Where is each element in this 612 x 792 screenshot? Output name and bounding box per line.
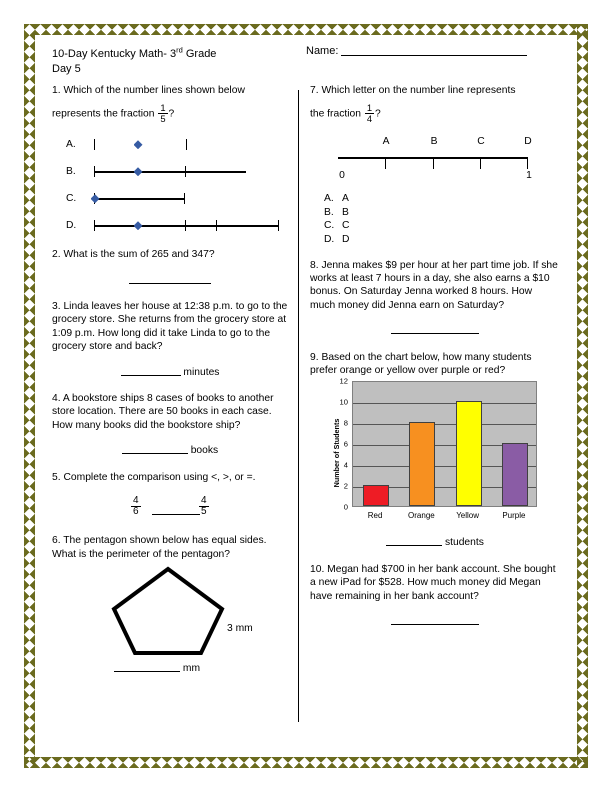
option-c-numberline xyxy=(94,186,289,213)
border-left xyxy=(24,24,35,768)
question-5 xyxy=(52,471,288,524)
question-8 xyxy=(310,259,560,338)
chart-x-tick-label: Red xyxy=(367,511,383,521)
page-title xyxy=(52,42,216,77)
option-c-row[interactable] xyxy=(52,186,288,213)
chart-y-axis-title: Number of Students xyxy=(332,419,341,488)
worksheet-header xyxy=(44,42,568,84)
question-10-answer xyxy=(310,614,560,628)
fraction-one-fifth: $\frac{1}{5}$ xyxy=(160,102,166,124)
question-6-unit: mm xyxy=(182,662,201,674)
question-5-comparison xyxy=(52,494,288,524)
question-9 xyxy=(310,351,560,550)
chart-gridline xyxy=(353,424,536,425)
tick xyxy=(94,166,95,177)
option-a-row[interactable] xyxy=(52,132,288,159)
tick xyxy=(94,139,95,150)
question-9-text: 9. Based on the chart below, how many students prefer orange or yellow over purple or red? xyxy=(310,351,532,377)
numberline-axis xyxy=(94,198,185,199)
tick-c xyxy=(480,157,481,169)
choice-d[interactable]: D. D xyxy=(324,234,350,245)
question-7 xyxy=(310,84,560,247)
tick xyxy=(185,166,186,177)
fraction-left: $\frac{4}{6}$ xyxy=(133,495,139,518)
name-label: Name: xyxy=(306,45,339,57)
question-4 xyxy=(52,392,288,458)
fraction-one-fourth: $\frac{1}{4}$ xyxy=(366,102,373,124)
chart-bar xyxy=(363,485,389,506)
question-10-text: 10. Megan had $700 in her bank account. She bought a new iPad for $528. How much money did Megan have remaining in her bank account? xyxy=(310,563,556,602)
numberline-axis xyxy=(94,171,246,172)
border-right xyxy=(577,24,588,768)
choice-b[interactable]: B. B xyxy=(324,206,349,218)
question-7-line-1: 7. Which letter on the number line represents xyxy=(310,85,516,96)
chart-x-axis xyxy=(352,509,537,525)
numberline-letter-b: B xyxy=(430,136,438,148)
question-8-answer xyxy=(310,323,560,337)
question-5-text: 5. Complete the comparison using <, >, or =. xyxy=(52,471,256,483)
border-bottom xyxy=(24,757,588,768)
question-4-unit: books xyxy=(190,445,219,457)
answer-blank[interactable] xyxy=(122,443,188,454)
tick xyxy=(278,220,279,231)
question-1-options xyxy=(52,132,288,240)
chart-y-tick-label: 4 xyxy=(343,460,348,470)
column-divider xyxy=(298,90,299,722)
answer-blank[interactable] xyxy=(386,535,442,546)
option-b-numberline xyxy=(94,159,289,186)
question-7-numberline xyxy=(310,131,560,189)
numberline-marker xyxy=(134,221,143,230)
tick xyxy=(184,193,185,204)
option-a-label: A. xyxy=(66,139,76,151)
chart-bar xyxy=(456,401,482,506)
tick xyxy=(216,220,217,231)
question-9-unit: students xyxy=(444,537,484,549)
chart-gridline xyxy=(353,403,536,404)
question-3 xyxy=(52,300,288,379)
question-3-unit: minutes xyxy=(183,366,220,378)
tick-a xyxy=(385,157,386,169)
name-field-row xyxy=(306,44,527,57)
question-4-answer xyxy=(52,443,288,457)
numberline-marker xyxy=(134,167,143,176)
left-column xyxy=(52,84,288,679)
numberline-start-label: 0 xyxy=(339,170,345,182)
question-9-answer xyxy=(310,535,560,549)
option-d-label: D. xyxy=(66,220,77,232)
right-column xyxy=(310,84,560,641)
tick-b xyxy=(433,157,434,169)
tick xyxy=(186,139,187,150)
numberline-letter-d: D xyxy=(524,136,532,148)
chart-bar xyxy=(409,422,435,506)
numberline-letter-a: A xyxy=(382,136,390,148)
pentagon-shape xyxy=(110,565,226,657)
question-2-text: 2. What is the sum of 265 and 347? xyxy=(52,249,215,261)
question-3-answer xyxy=(52,365,288,379)
chart-x-tick-label: Orange xyxy=(408,511,435,521)
question-10 xyxy=(310,563,560,629)
option-b-label: B. xyxy=(66,166,76,178)
tick-d xyxy=(527,157,528,169)
bar-chart xyxy=(324,376,542,529)
option-c-label: C. xyxy=(66,193,77,205)
ordinal-suffix: rd xyxy=(176,45,183,54)
choice-a[interactable]: A. A xyxy=(324,193,349,205)
questions-area xyxy=(44,84,568,734)
choice-c[interactable]: C. C xyxy=(324,220,350,232)
pentagon-side-label: 3 mm xyxy=(227,622,253,634)
answer-blank[interactable] xyxy=(391,614,479,625)
numberline-axis xyxy=(94,225,279,226)
border-top xyxy=(24,24,588,35)
numberline-letter-c: C xyxy=(477,136,485,148)
chart-x-tick-label: Yellow xyxy=(456,511,480,521)
chart-y-tick-label: 10 xyxy=(339,397,348,407)
question-7-line-2: the fraction $\frac{1}{4}$ ? xyxy=(310,102,381,124)
chart-x-tick-label: Purple xyxy=(502,511,526,521)
title-line-1: 10-Day Kentucky Math- 3rd Grade xyxy=(52,45,217,60)
fraction-right: $\frac{4}{5}$ xyxy=(201,495,207,518)
tick xyxy=(185,220,186,231)
question-1-line-1: 1. Which of the number lines shown below xyxy=(52,85,245,96)
chart-y-tick-label: 6 xyxy=(343,439,348,449)
numberline-marker xyxy=(134,140,143,149)
answer-blank[interactable] xyxy=(121,365,181,376)
question-2-answer xyxy=(52,273,288,287)
question-6 xyxy=(52,534,288,677)
question-1 xyxy=(52,84,288,240)
numberline-end-label: 1 xyxy=(526,170,532,182)
tick xyxy=(94,220,95,231)
chart-y-tick-label: 2 xyxy=(343,481,348,491)
chart-y-tick-label: 0 xyxy=(343,502,348,512)
question-7-choices xyxy=(324,192,560,246)
question-2 xyxy=(52,248,288,287)
option-d-numberline xyxy=(94,213,289,240)
chart-bar xyxy=(502,443,528,506)
chart-y-axis xyxy=(328,376,348,512)
chart-plot-area xyxy=(352,381,537,507)
question-4-text: 4. A bookstore ships 8 cases of books to another store location. There are 50 books in each case. How many books did the bookstore ship? xyxy=(52,393,274,431)
comparison-blank[interactable] xyxy=(152,514,200,515)
option-b-row[interactable] xyxy=(52,159,288,186)
question-6-figure xyxy=(52,565,288,677)
title-line-2: Day 5 xyxy=(52,62,81,75)
question-6-answer xyxy=(114,661,200,675)
question-8-text: 8. Jenna makes $9 per hour at her part time job. If she works at least 7 hours in a day, she also earns a $10 bonus. On Saturday Jenna worked 8 hours. How much money did Jenna earn on Saturday? xyxy=(310,259,558,311)
question-6-text: 6. The pentagon shown below has equal sides. What is the perimeter of the pentagon? xyxy=(52,535,267,560)
answer-blank[interactable] xyxy=(129,273,211,284)
option-a-numberline xyxy=(94,132,289,159)
question-3-text: 3. Linda leaves her house at 12:38 p.m. to go to the grocery store. She returns from the grocery store at 1:09 p.m. How long did it take Linda to go to the grocery store and back? xyxy=(52,301,288,353)
question-1-line-2: represents the fraction $\frac{1}{5}$ ? xyxy=(52,102,175,124)
chart-y-tick-label: 8 xyxy=(343,418,348,428)
worksheet-content xyxy=(44,42,568,742)
answer-blank[interactable] xyxy=(114,661,180,672)
numberline-marker xyxy=(91,194,100,203)
chart-y-tick-label: 12 xyxy=(339,376,348,386)
option-d-row[interactable] xyxy=(52,213,288,240)
answer-blank[interactable] xyxy=(391,323,479,334)
name-input-line[interactable] xyxy=(341,44,527,56)
